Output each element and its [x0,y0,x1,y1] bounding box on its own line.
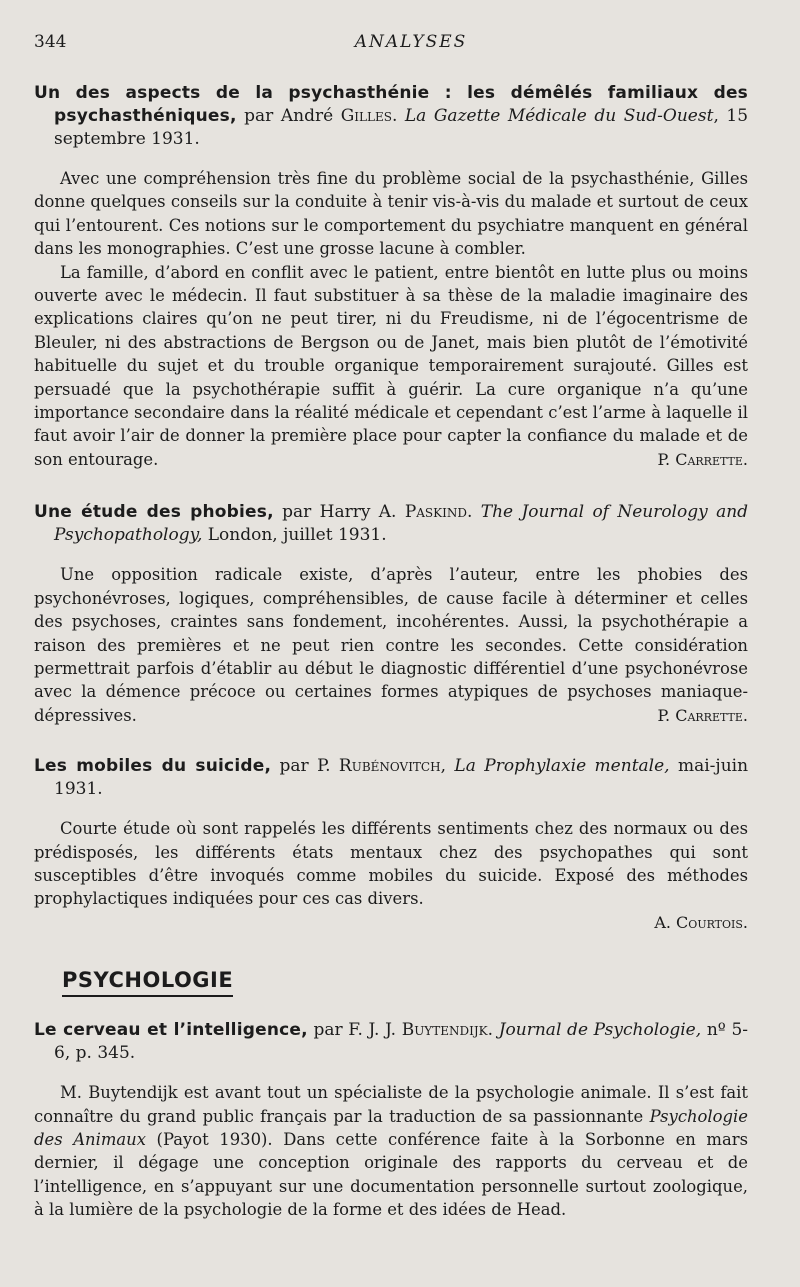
article-title: Le cerveau et l’intelligence, [34,1020,308,1041]
article-paragraph-text: La famille, d’abord en conflit avec le patient, entre bientôt en lutte plus ou moins ouverte avec le médecin. Il faut substituer à sa thèse de la maladie imaginaire des explications claires qu’on ne peut tirer, ni du Freudisme, ni de l’égocentrisme de Bleuler, ni des abstractions de Bergson ou de Janet, mais bien plutôt de l’émotivité habituelle du sujet et du trouble organique temporairement surajouté. Gilles est persuadé que la psychothérapie suffit à guérir. La cure organique n’a qu’une importance secondaire dans la réalité médicale et cependant c’est l’arme à laquelle il faut avoir l’air de donner la première place pour capter la confiance du malade et de son entourage. [34,262,748,469]
article-date: 15 septembre 1931. [54,106,749,149]
article-paragraph-text: (Payot 1930). Dans cette conférence faite à la Sorbonne en mars dernier, il dégage une conception originale des rapports du cerveau et de l’intelligence, en s’appuyant sur une documentation personnelle surtout zoologique, à la lumière de la psychologie de la forme et des idées de Head. [34,1129,748,1220]
page-header [34,28,748,54]
signature: P. Carrette. [657,449,748,469]
article-1 [34,82,748,471]
article-title: Un des aspects de la psychasthénie : les démêlés familiaux des psychasthéniques, [34,83,748,126]
article-paragraph [34,1081,748,1221]
article-paragraph [34,261,748,472]
article-by: par Harry A. [282,502,397,523]
page-number: 344 [34,32,67,52]
article-reference [34,501,748,547]
article-date: nº 5-6, p. 345. [54,1020,749,1064]
article-author: Buytendijk. [401,1020,494,1041]
article-paragraph-text: M. Buytendijk est avant tout un spécialiste de la psychologie animale. Il s’est fait connaître du grand public français par la traduction de sa passionnante [34,1083,748,1126]
running-title: ANALYSES [354,32,468,52]
article-author: Paskind. [404,502,473,523]
article-journal: La Gazette Médicale du Sud-Ouest [404,106,714,126]
article-reference [34,1019,748,1065]
article-journal: Journal de Psychologie, [498,1020,702,1041]
article-4 [34,1019,748,1221]
book-title: Psychologie des Animaux [34,1106,748,1149]
article-reference [34,755,748,801]
article-by: par P. [279,756,331,777]
article-by: par André [244,106,334,126]
article-paragraph: Courte étude où sont rappelés les différents sentiments chez des normaux ou des prédisposés, les différents états mentaux chez des psychopathes qui sont susceptibles d’être invoqués comme mobiles du suicide. Exposé des méthodes prophylactiques indiquées pour ces cas divers. [34,819,748,909]
article-title: Une étude des phobies, [34,502,274,523]
article-date: mai-juin 1931. [54,756,749,800]
article-reference: Un des aspects de la psychasthénie : les démêlés familiaux des psychasthéniques, par André Gilles. La Gazette Médicale du Sud-Ouest, 15 septembre 1931. [34,83,749,149]
article-title: Les mobiles du suicide, [34,756,272,777]
article-paragraph: Avec une compréhension très fine du problème social de la psychasthénie, Gilles donne quelques conseils sur la conduite à tenir vis-à-vis du malade et surtout de ceux qui l’entourent. Ces notions sur le comportement du psychiatre manquent en général dans les monographies. C’est une grosse lacune à combler. [34,169,748,259]
section-heading: PSYCHOLOGIE [62,968,233,997]
article-author: Gilles [340,106,392,126]
article-2 [34,501,748,727]
signature: P. Carrette. [657,705,748,725]
article-paragraph [34,563,748,727]
article-author: Rubénovitch, [338,756,446,777]
article-journal: La Prophylaxie mentale, [454,756,670,777]
signature: A. Courtois. [654,912,748,932]
article-paragraph-text: Une opposition radicale existe, d’après l’auteur, entre les phobies des psychonévroses, logiques, compréhensibles, de cause facile à déterminer et celles des psychoses, craintes sans fondement, incohérentes. Aussi, la psychothérapie a raison des premières et ne peut rien contre les secondes. Cette considération permettrait parfois d’établir au début le diagnostic différentiel d’une psychonévrose avec la démence précoce ou certaines formes atypiques de psychoses maniaque-dépressives. [34,565,748,725]
article-date: London, juillet 1931. [207,525,387,546]
article-journal: The Journal of Neurology and Psychopathology, [54,502,749,546]
article-by: par F. J. J. [313,1020,397,1041]
article-3 [34,755,748,934]
